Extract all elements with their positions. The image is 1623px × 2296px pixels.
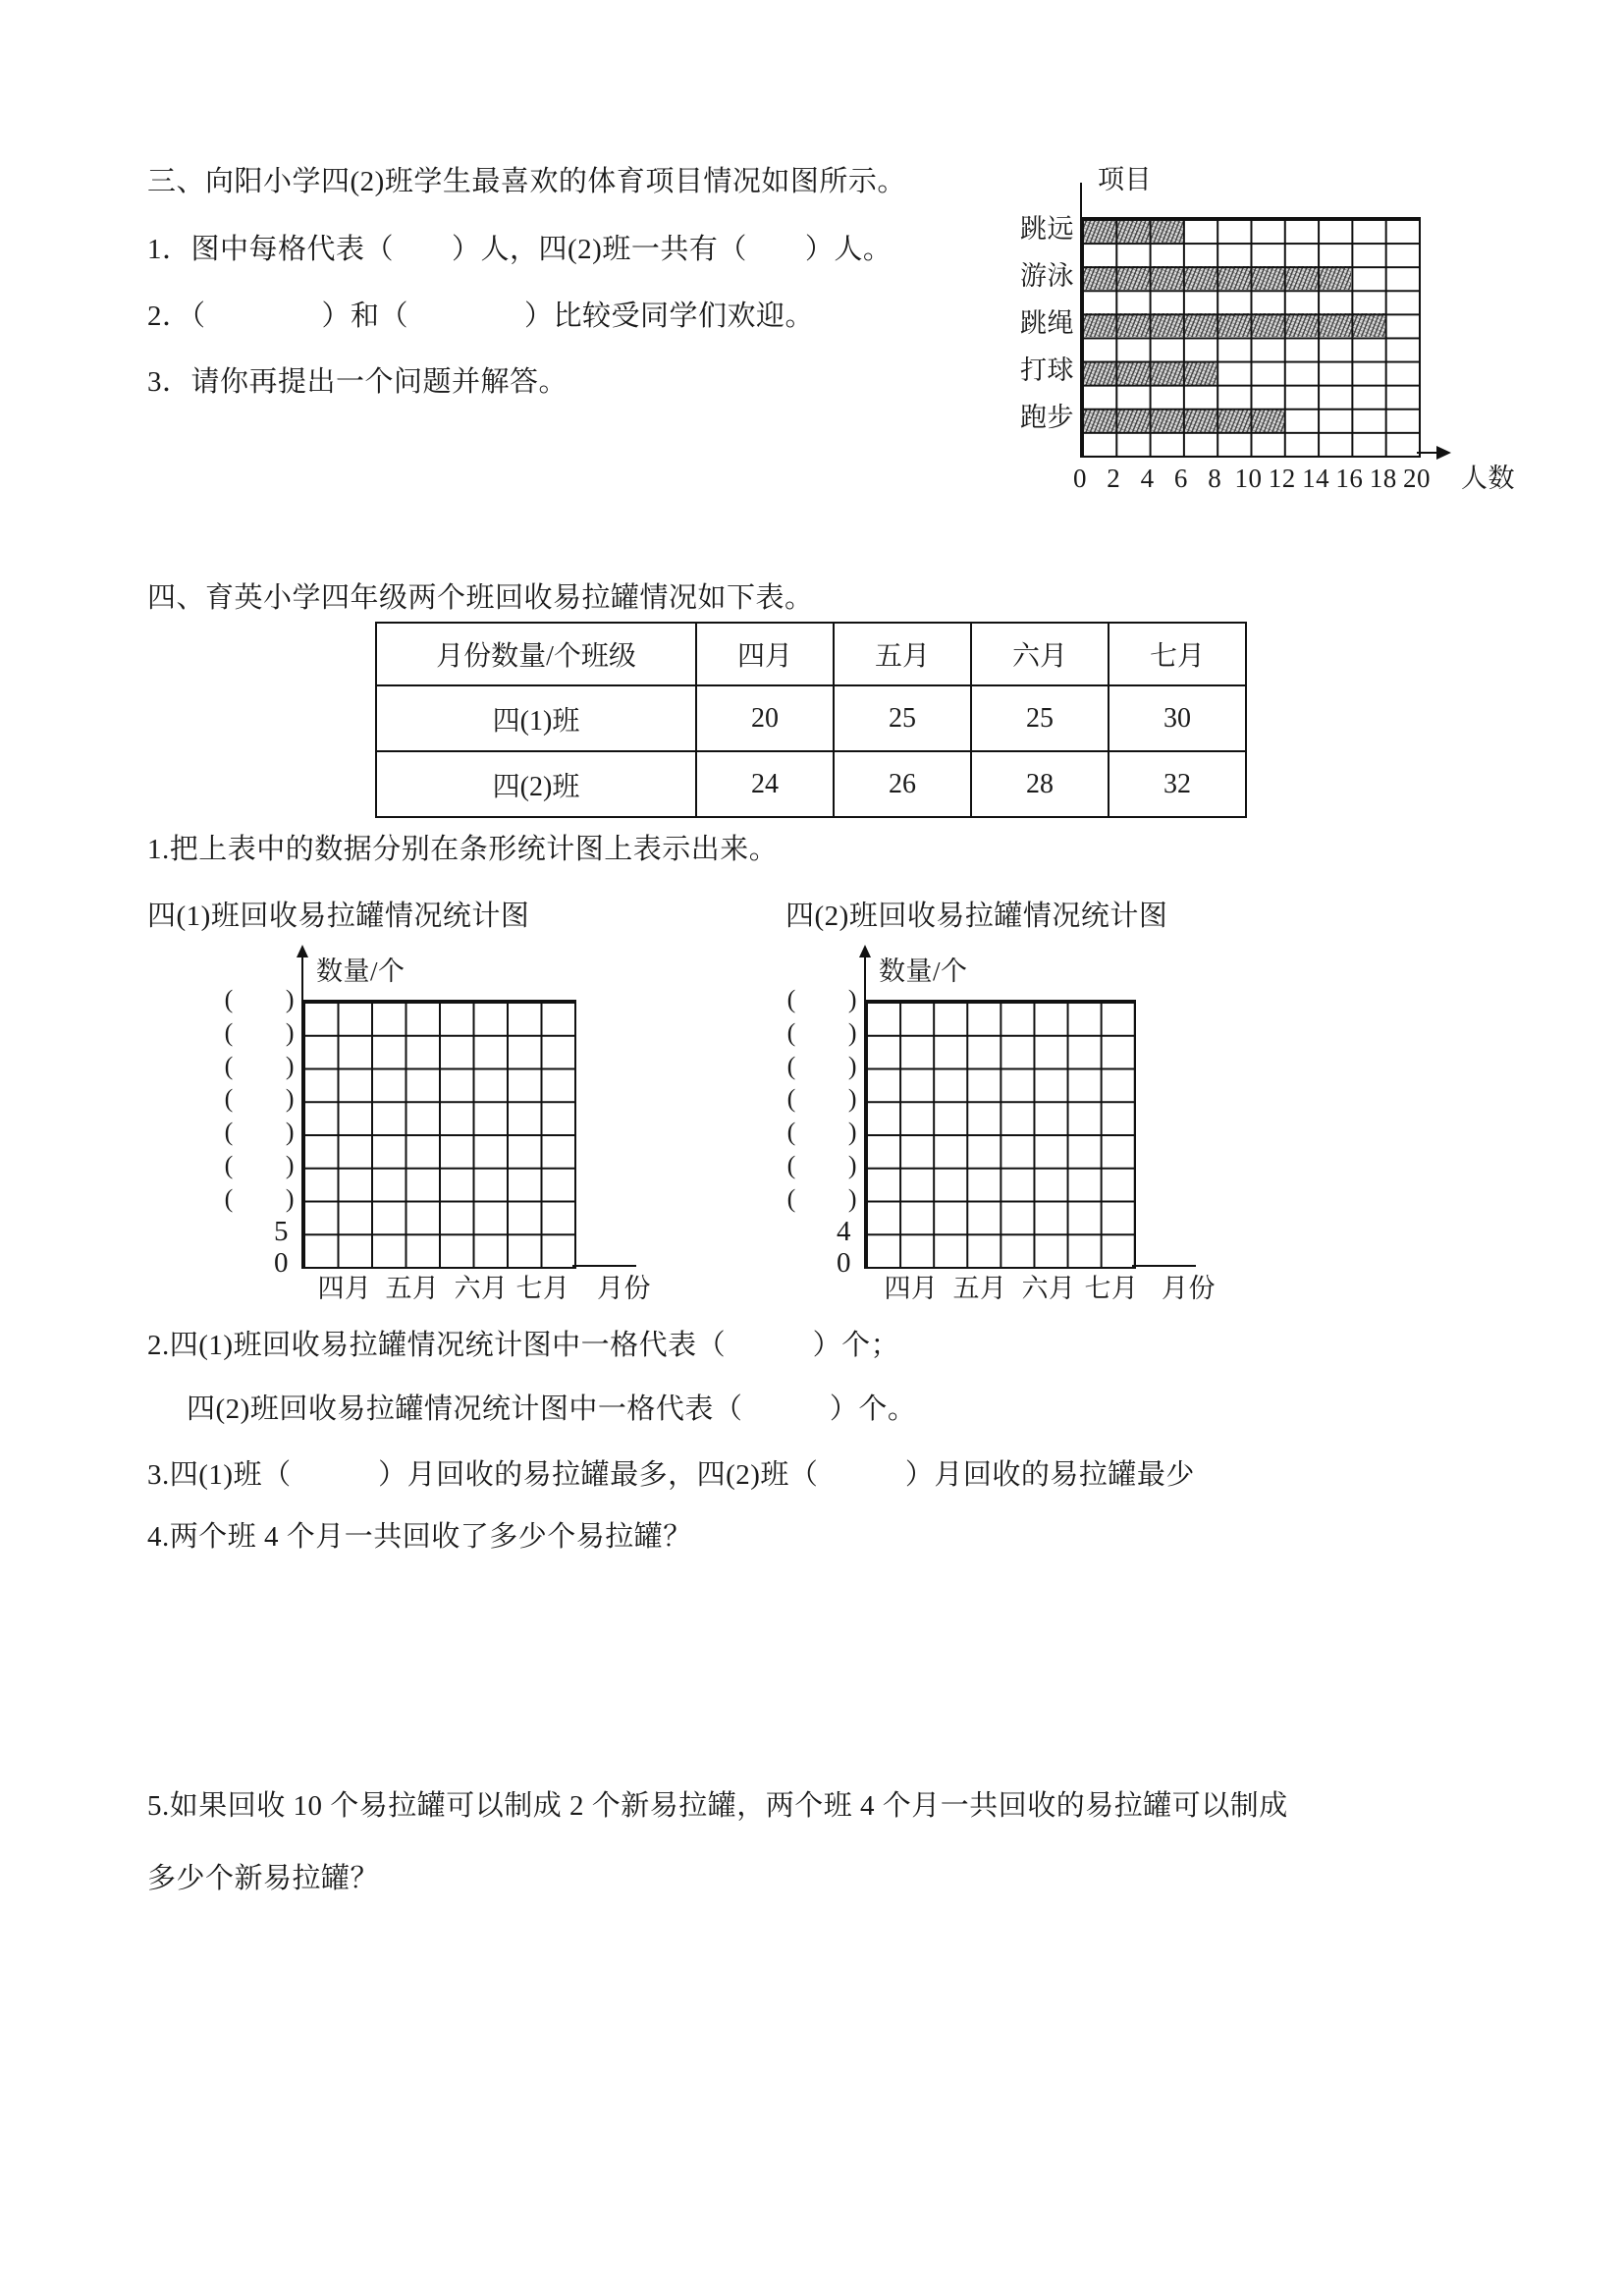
problem4-q5-line1: 5.如果回收 10 个易拉罐可以制成 2 个新易拉罐，两个班 4 个月一共回收的易拉罐可以制成 [147, 1790, 1288, 1822]
y-tick-blank: ( ) [786, 1084, 857, 1114]
x-axis-label: 月份 [597, 1274, 651, 1303]
class2-chart-title: 四(2)班回收易拉罐情况统计图 [785, 901, 1168, 932]
problem3-title: 三、向阳小学四(2)班学生最喜欢的体育项目情况如图所示。 [147, 166, 906, 197]
sports-chart-bar [1082, 313, 1385, 337]
table-header-cell: 六月 [971, 623, 1109, 685]
empty-grid [301, 1000, 576, 1269]
y-axis-line [864, 957, 866, 1000]
sports-chart-category-label: 跳绳 [1020, 307, 1074, 338]
x-tick-month: 五月 [385, 1274, 440, 1303]
table-cell: 25 [971, 685, 1109, 751]
sports-chart-bar [1082, 219, 1183, 243]
problem3-question-2: 2．（ ）和（ ）比较受同学们欢迎。 [147, 301, 815, 332]
table-cell: 20 [696, 685, 834, 751]
sports-chart-x-tick: 16 [1335, 464, 1364, 493]
table-cell: 四(2)班 [376, 751, 696, 817]
sports-chart-x-tick: 8 [1208, 464, 1222, 493]
y-tick-blank: ( ) [224, 1017, 295, 1047]
y-axis-line [301, 957, 303, 1000]
table-header-cell: 四月 [696, 623, 834, 685]
x-tick-month: 七月 [515, 1274, 570, 1303]
problem3-question-3: 3．请你再提出一个问题并解答。 [147, 366, 568, 398]
problem3-question-1: 1．图中每格代表（ ）人，四(2)班一共有（ ）人。 [147, 234, 893, 265]
x-tick-month: 四月 [884, 1274, 939, 1303]
x-tick-month: 四月 [317, 1274, 372, 1303]
table-cell: 四(1)班 [376, 685, 696, 751]
y-tick-blank: ( ) [224, 1051, 295, 1080]
y-tick-origin: 0 [837, 1247, 851, 1279]
y-tick-value: 5 [274, 1216, 289, 1248]
sports-chart-x-axis-line [1417, 452, 1438, 454]
y-tick-blank: ( ) [786, 1118, 857, 1146]
y-tick-blank: ( ) [224, 1084, 295, 1114]
x-tick-month: 六月 [1021, 1274, 1076, 1303]
sports-chart-x-tick: 2 [1107, 464, 1121, 493]
sports-chart-bar [1082, 266, 1351, 290]
x-tick-month: 七月 [1084, 1274, 1139, 1303]
sports-chart-bar [1082, 361, 1217, 385]
sports-chart-x-tick: 14 [1302, 464, 1330, 493]
sports-chart-y-axis-line [1080, 183, 1082, 219]
sports-chart-category-label: 跳远 [1020, 213, 1074, 244]
y-tick-blank: ( ) [786, 1150, 857, 1179]
grid-lines [303, 1002, 574, 1267]
y-tick-blank: ( ) [224, 1183, 295, 1213]
table-cell: 24 [696, 751, 834, 817]
y-tick-blank: ( ) [224, 1150, 295, 1179]
sports-chart-x-tick: 20 [1403, 464, 1431, 493]
sports-chart-category-label: 游泳 [1020, 260, 1074, 291]
x-axis-line [1132, 1265, 1196, 1267]
sports-chart-x-axis-arrow-icon [1436, 446, 1451, 460]
problem4-title: 四、育英小学四年级两个班回收易拉罐情况如下表。 [147, 582, 814, 614]
x-tick-month: 五月 [952, 1274, 1007, 1303]
y-tick-blank: ( ) [786, 1017, 857, 1047]
sports-chart-grid [1080, 217, 1421, 458]
y-tick-blank: ( ) [224, 1118, 295, 1146]
y-tick-origin: 0 [274, 1247, 289, 1279]
recycle-table [375, 622, 1247, 818]
problem4-q2b: 四(2)班回收易拉罐情况统计图中一格代表（ ）个。 [187, 1394, 917, 1425]
y-axis-label: 数量/个 [316, 957, 406, 986]
sports-chart-x-tick: 10 [1234, 464, 1263, 493]
table-header-row [376, 623, 1246, 685]
table-header-cell: 月份数量/个班级 [376, 623, 696, 685]
table-row [376, 751, 1246, 817]
sports-chart-bar [1082, 409, 1284, 432]
y-tick-value: 4 [837, 1216, 851, 1248]
sports-chart-y-axis-title: 项目 [1098, 165, 1152, 194]
sports-chart-x-tick: 0 [1073, 464, 1087, 493]
table-header-cell: 七月 [1109, 623, 1246, 685]
problem4-plot-instruction: 1.把上表中的数据分别在条形统计图上表示出来。 [147, 834, 779, 865]
grid-lines [866, 1002, 1134, 1267]
problem4-q5-line2: 多少个新易拉罐？ [147, 1863, 380, 1894]
problem4-q3: 3.四(1)班（ ）月回收的易拉罐最多，四(2)班（ ）月回收的易拉罐最少 [147, 1459, 1195, 1491]
class1-chart-title: 四(1)班回收易拉罐情况统计图 [147, 901, 530, 932]
y-tick-blank: ( ) [786, 985, 857, 1013]
table-cell: 32 [1109, 751, 1246, 817]
table-cell: 26 [834, 751, 971, 817]
y-tick-blank: ( ) [224, 985, 295, 1013]
y-axis-label: 数量/个 [879, 957, 968, 986]
x-tick-month: 六月 [454, 1274, 509, 1303]
sports-chart-category-label: 跑步 [1020, 403, 1074, 433]
y-tick-blank: ( ) [786, 1051, 857, 1080]
table-cell: 25 [834, 685, 971, 751]
sports-chart-x-axis-title: 人数 [1461, 464, 1515, 493]
sports-chart-x-tick: 18 [1369, 464, 1397, 493]
table-row [376, 685, 1246, 751]
sports-chart-x-tick: 4 [1140, 464, 1155, 493]
table-header-cell: 五月 [834, 623, 971, 685]
sports-chart-x-tick: 6 [1173, 464, 1188, 493]
x-axis-line [572, 1265, 636, 1267]
problem4-q4: 4.两个班 4 个月一共回收了多少个易拉罐？ [147, 1521, 692, 1553]
y-tick-blank: ( ) [786, 1183, 857, 1213]
table-cell: 28 [971, 751, 1109, 817]
problem4-q2a: 2.四(1)班回收易拉罐情况统计图中一格代表（ ）个； [147, 1330, 900, 1361]
sports-chart-category-label: 打球 [1020, 355, 1074, 386]
table-cell: 30 [1109, 685, 1246, 751]
empty-grid [864, 1000, 1136, 1269]
x-axis-label: 月份 [1162, 1274, 1216, 1303]
sports-chart-x-tick: 12 [1268, 464, 1296, 493]
